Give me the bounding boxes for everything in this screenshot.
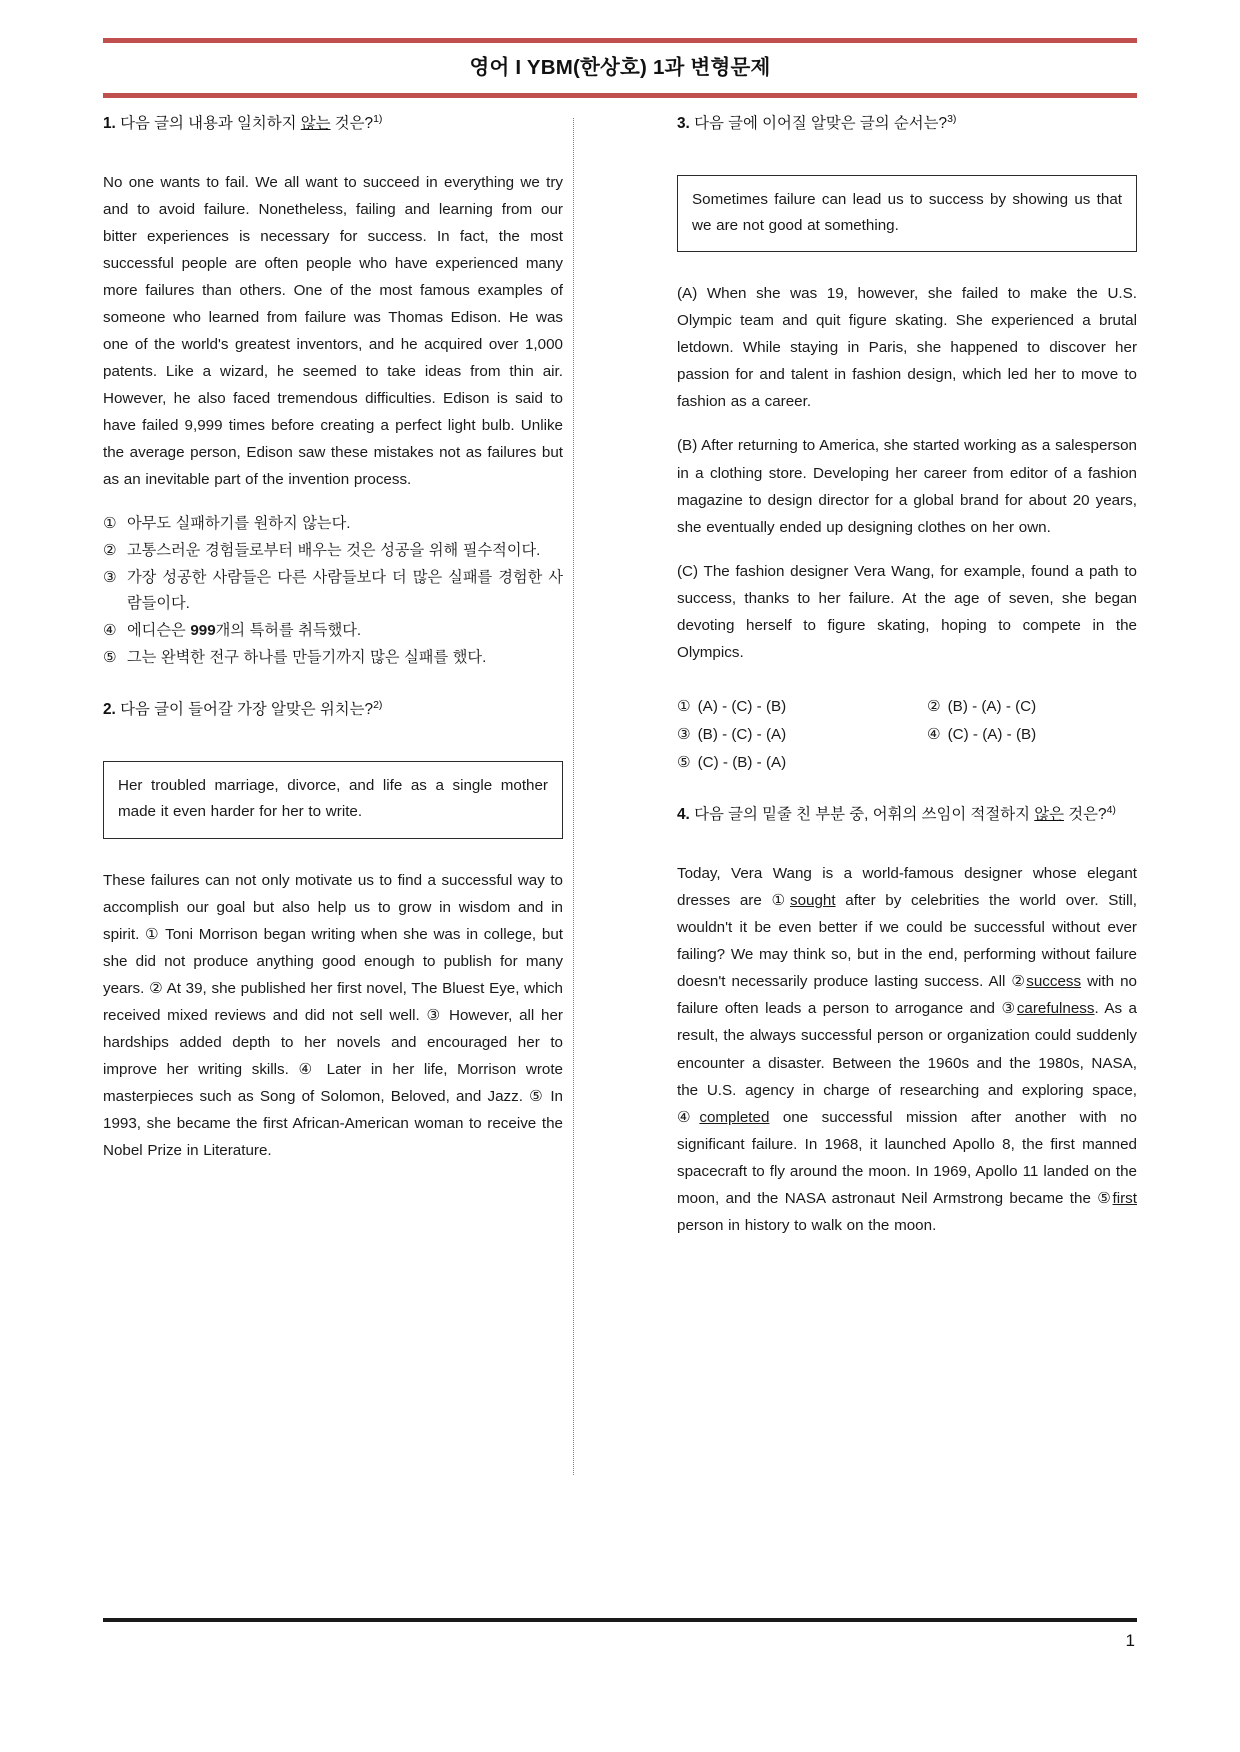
page-footer [103,1618,1137,1651]
spacer [103,672,563,698]
passage-text: after by celebrities the world over. Still, wouldn't it be even better if we could be successful without ever failing? We may think so, but in the end, performing without failure doesn't necessarily produce lasting success. All [677,892,1137,991]
choice-marker: ② [927,697,941,715]
page-header [103,38,1137,98]
spacer [103,729,563,755]
choice-marker: ② [103,541,117,559]
spacer [677,270,1137,280]
question-2 [103,698,563,1164]
passage-text: person in history to walk on the moon. [677,1216,937,1234]
underlined-word: success [1026,973,1082,991]
question-1-choices [103,511,563,672]
question-3-stem-text: 다음 글에 이어질 알맞은 글의 순서는? [689,115,948,132]
underlined-word: carefulness [1016,1000,1095,1018]
question-4 [677,803,1137,1239]
choice-marker: ③ [677,725,691,743]
question-4-footnote: 4) [1106,804,1116,817]
choice-marker: ④ [927,725,941,743]
question-3 [677,112,1137,777]
choice-item[interactable] [927,693,1137,721]
content-columns [103,112,1137,1472]
question-1-stem-a: 다음 글의 내용과 일치하지 [115,115,301,132]
choice-marker: ④ [677,1108,700,1126]
question-3-excerpt-text: Sometimes failure can lead us to success by showing us that we are not good at something. [692,190,1122,235]
question-3-paragraph-c: (C) The fashion designer Vera Wang, for example, found a path to success, thanks to her failure. At the age of seven, she began devoting herself to figure skating, hoping to compete in the Olympics. [677,562,1137,661]
choice-item[interactable] [927,721,1137,749]
choice-item[interactable] [103,565,563,617]
question-1-stem-b: 것은? [330,115,374,132]
question-4-stem-underline: 않은 [1034,806,1064,824]
choice-label: (C) - (B) - (A) [697,754,787,772]
choice-marker: ③ [103,568,117,586]
spacer [103,857,563,867]
passage-text: Today, Vera Wang is a world-famous designer whose elegant dresses are [677,865,1137,910]
question-1-stem-underline: 않는 [300,115,331,132]
choice-marker: ④ [103,622,117,640]
question-3-stem [677,112,1137,137]
question-2-footnote: 2) [373,699,383,712]
question-4-passage [677,860,1137,1239]
question-1 [103,112,563,671]
page-title: 영어 I YBM(한상호) 1과 변형문제 [469,56,771,79]
spacer [677,143,1137,169]
question-3-number: 3. [677,115,690,132]
question-3-excerpt-box [677,175,1137,252]
choice-label: 고통스러운 경험들로부터 배우는 것은 성공을 위해 필수적이다. [127,541,541,559]
right-column [677,112,1137,1472]
choice-label: (A) - (C) - (B) [697,697,787,715]
choice-marker: ① [771,892,790,910]
header-rule-bottom [103,93,1137,98]
choice-label: (B) - (A) - (C) [947,697,1037,715]
choice-item[interactable] [677,693,927,721]
question-4-stem-a: 다음 글의 밑줄 친 부분 중, 어휘의 쓰임이 적절하지 [689,806,1035,824]
choice-item[interactable] [103,645,563,671]
choice-marker: ⑤ [103,649,117,667]
choice-label: 가장 성공한 사람들은 다른 사람들보다 더 많은 실패를 경험한 사람들이다. [127,568,563,612]
choice-item[interactable] [677,721,927,749]
choice-text-before: 에디슨은 [127,622,191,640]
choice-label [127,618,563,644]
choice-item[interactable] [103,538,563,564]
choice-marker: ③ [1001,1000,1017,1018]
question-3-paragraph-b: (B) After returning to America, she started working as a salesperson in a clothing store. Developing her career from editor of a fashion magazine to design director for a global brand for about 20 years, she eventually ended up designing clothes on her own. [677,437,1137,536]
question-4-stem [677,803,1137,828]
question-4-stem-b: 것은? [1063,806,1107,824]
choice-label: 그는 완벽한 전구 하나를 만들기까지 많은 실패를 했다. [127,649,487,667]
spacer [677,683,1137,693]
choice-marker: ① [677,697,691,715]
choice-bold-number: 999 [190,622,216,640]
question-3-footnote: 3) [947,112,957,125]
choice-marker: ⑤ [1097,1189,1113,1207]
choice-label: 아무도 실패하기를 원하지 않는다. [127,514,351,532]
choice-spacer [927,749,1137,777]
question-1-passage: No one wants to fail. We all want to succeed in everything we try and to avoid failure. Nonetheless, failing and learning from our bitter experiences is necessary for success. In fact, the most successful people are often people who have experienced many more failures than others. One of the most famous examples of someone who learned from failure was Thomas Edison. He was one of the world's greatest inventors, and he acquired over 1,000 patents. Like a wizard, he seemed to take ideas from thin air. However, he also faced tremendous difficulties. Edison is said to have failed 9,999 times before creating a perfect light bulb. Unlike the average person, Edison saw these mistakes not as failures but as an inevitable part of the invention process. [103,173,563,489]
choice-marker: ⑤ [677,754,691,772]
question-2-stem-text: 다음 글이 들어갈 가장 알맞은 위치는? [115,701,374,719]
passage-text: one successful mission after another with no significant failure. In 1968, it launched Apollo 8, the first manned spacecraft to fly around the moon. In 1969, Apollo 11 landed on the moon, and the NASA astronaut Neil Armstrong became the [677,1108,1137,1207]
spacer [677,834,1137,860]
question-3-paragraph-a: (A) When she was 19, however, she failed to make the U.S. Olympic team and quit figure skating. She experienced a brutal letdown. While staying in Paris, she happened to discover her passion for and talent in fashion design, which led her to move to fashion as a career. [677,285,1137,411]
choice-label: (C) - (A) - (B) [947,725,1037,743]
choice-text-after: 개의 특허를 취득했다. [215,622,362,640]
passage-text: with no failure often leads a person to arrogance and [677,973,1137,1018]
underlined-word: sought [789,892,836,910]
question-2-stem [103,698,563,723]
question-2-excerpt-text: Her troubled marriage, divorce, and life as a single mother made it even harder for her to write. [118,777,548,821]
choice-item[interactable] [103,618,563,644]
page-number: 1 [1125,1631,1135,1650]
passage-text: . As a result, the always successful person or organization could suddenly encounter a disaster. Between the 1960s and the 1980s, NASA, the U.S. agency in charge of researching and exploring space, [677,1000,1137,1099]
spacer [677,777,1137,803]
question-4-number: 4. [677,806,690,824]
choice-label: (B) - (C) - (A) [697,725,787,743]
underlined-word: first [1112,1189,1137,1207]
question-2-number: 2. [103,701,116,719]
underlined-word: completed [699,1108,770,1126]
question-3-choices [677,693,1137,777]
question-1-stem [103,112,563,137]
choice-item[interactable] [677,749,927,777]
choice-marker: ② [1011,973,1027,991]
question-2-excerpt-box [103,761,563,838]
spacer [103,143,563,169]
question-2-passage: These failures can not only motivate us to find a successful way to accomplish our goal but also help us to grow in wisdom and in spirit. ① Toni Morrison began writing when she was in college, but she did not produce anything good enough to publish for many years. ② At 39, she published her first novel, The Bluest Eye, which received mixed reviews and did not sell well. ③ However, all her hardships added depth to her novels and encouraged her to improve her writing skills. ④ Later in her life, Morrison wrote masterpieces such as Song of Solomon, Beloved, and Jazz. ⑤ In 1993, she became the first African-American woman to receive the Nobel Prize in Literature. [103,871,564,1160]
choice-item[interactable] [103,511,563,537]
choice-marker: ① [103,514,117,532]
question-1-footnote: 1) [373,112,383,125]
left-column [103,112,563,1472]
question-1-number: 1. [103,115,116,132]
